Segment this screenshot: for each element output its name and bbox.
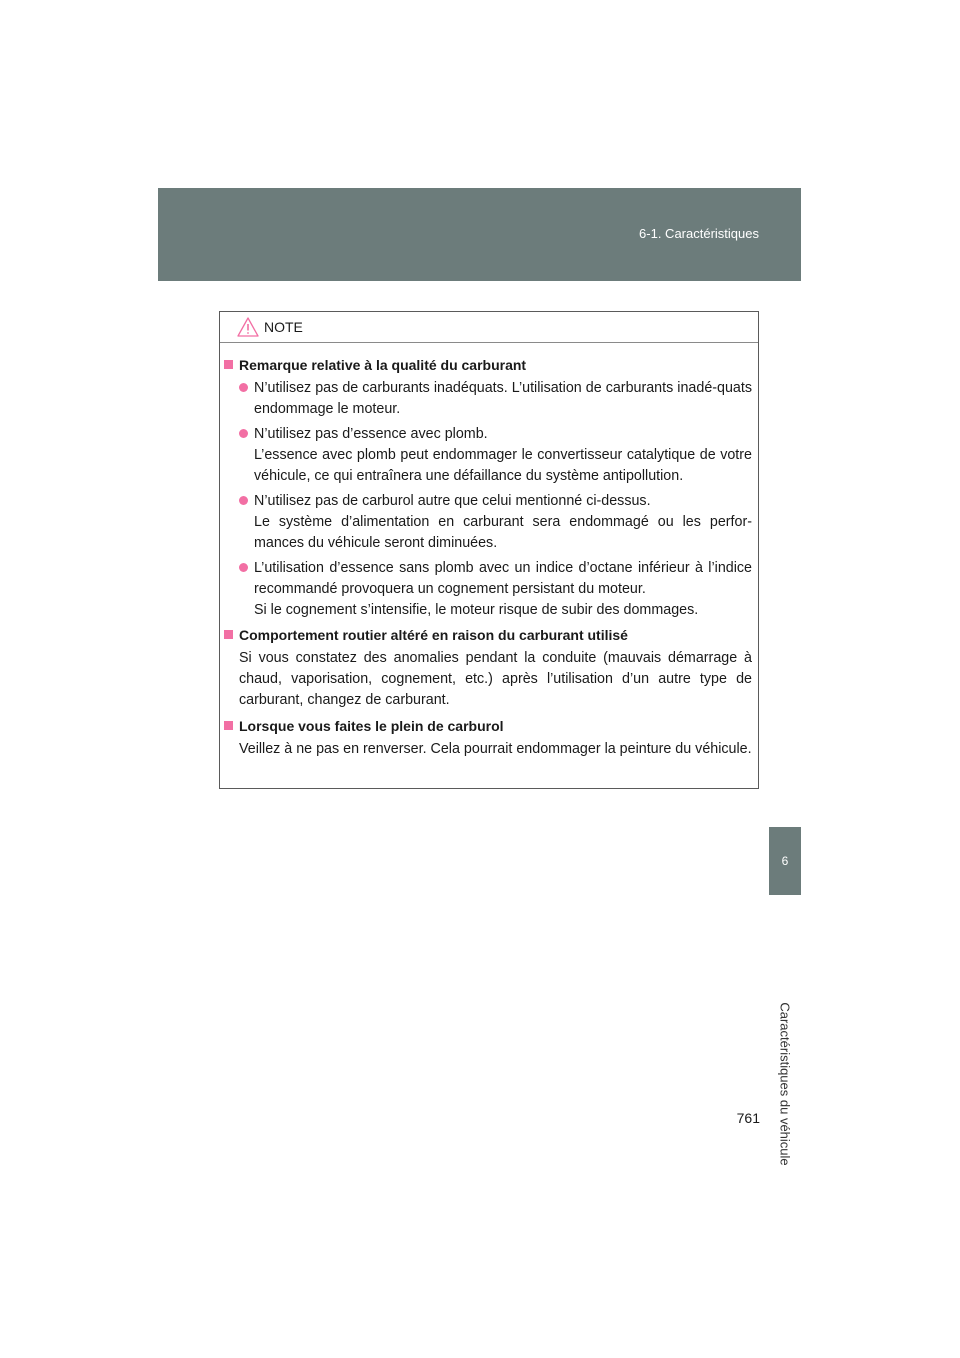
square-bullet-icon — [224, 630, 233, 639]
chapter-tab — [769, 827, 801, 895]
bullet-text: L’utilisation d’essence sans plomb avec un indice d’octane inférieur à l’indice recommandé provoquera un cognement persistant du moteur. Si le cognement s’intensifie, le moteur risque de subir des dommages. — [254, 560, 752, 618]
section-heading — [224, 716, 752, 736]
page-number: 761 — [736, 1110, 760, 1126]
bullet-item — [239, 424, 752, 487]
note-header — [220, 312, 758, 343]
bullet-text: N’utilisez pas de carburants inadéquats. L’utilisation de carburants inadé-quats endommage le moteur. — [254, 380, 752, 417]
round-bullet-icon — [239, 496, 248, 505]
round-bullet-icon — [239, 563, 248, 572]
note-box — [219, 311, 759, 789]
chapter-title: Caractéristiques du véhicule — [777, 1002, 793, 1166]
header-band — [158, 188, 801, 281]
section-heading-text: Comportement routier altéré en raison du carburant utilisé — [239, 627, 628, 643]
section-heading — [224, 355, 752, 375]
section-paragraph: Si vous constatez des anomalies pendant la conduite (mauvais démarrage à chaud, vaporisation, cognement, etc.) après l’utilisation d’un autre type de carburant, changez de carburant. — [239, 650, 752, 708]
section-heading-text: Lorsque vous faites le plein de carburol — [239, 718, 504, 734]
warning-triangle-icon — [237, 317, 259, 337]
bullet-item — [239, 378, 752, 420]
section-paragraph: Veillez à ne pas en renverser. Cela pourrait endommager la peinture du véhicule. — [239, 741, 752, 757]
bullet-item — [239, 558, 752, 621]
note-body — [220, 343, 758, 760]
chapter-number: 6 — [781, 854, 789, 868]
round-bullet-icon — [239, 429, 248, 438]
section-title: 6-1. Caractéristiques — [639, 226, 759, 241]
note-title: NOTE — [264, 319, 303, 335]
section-heading-text: Remarque relative à la qualité du carburant — [239, 357, 527, 373]
square-bullet-icon — [224, 721, 233, 730]
round-bullet-icon — [239, 383, 248, 392]
bullet-text: N’utilisez pas de carburol autre que celui mentionné ci-dessus. Le système d’alimentation en carburant sera endommagé ou les perfor-mances du véhicule seront diminuées. — [254, 493, 752, 551]
square-bullet-icon — [224, 360, 233, 369]
bullet-text: N’utilisez pas d’essence avec plomb. L’essence avec plomb peut endommager le convertisseur catalytique de votre véhicule, ce qui entraînera une défaillance du système antipollution. — [254, 426, 752, 484]
bullet-item — [239, 491, 752, 554]
section-heading — [224, 625, 752, 645]
